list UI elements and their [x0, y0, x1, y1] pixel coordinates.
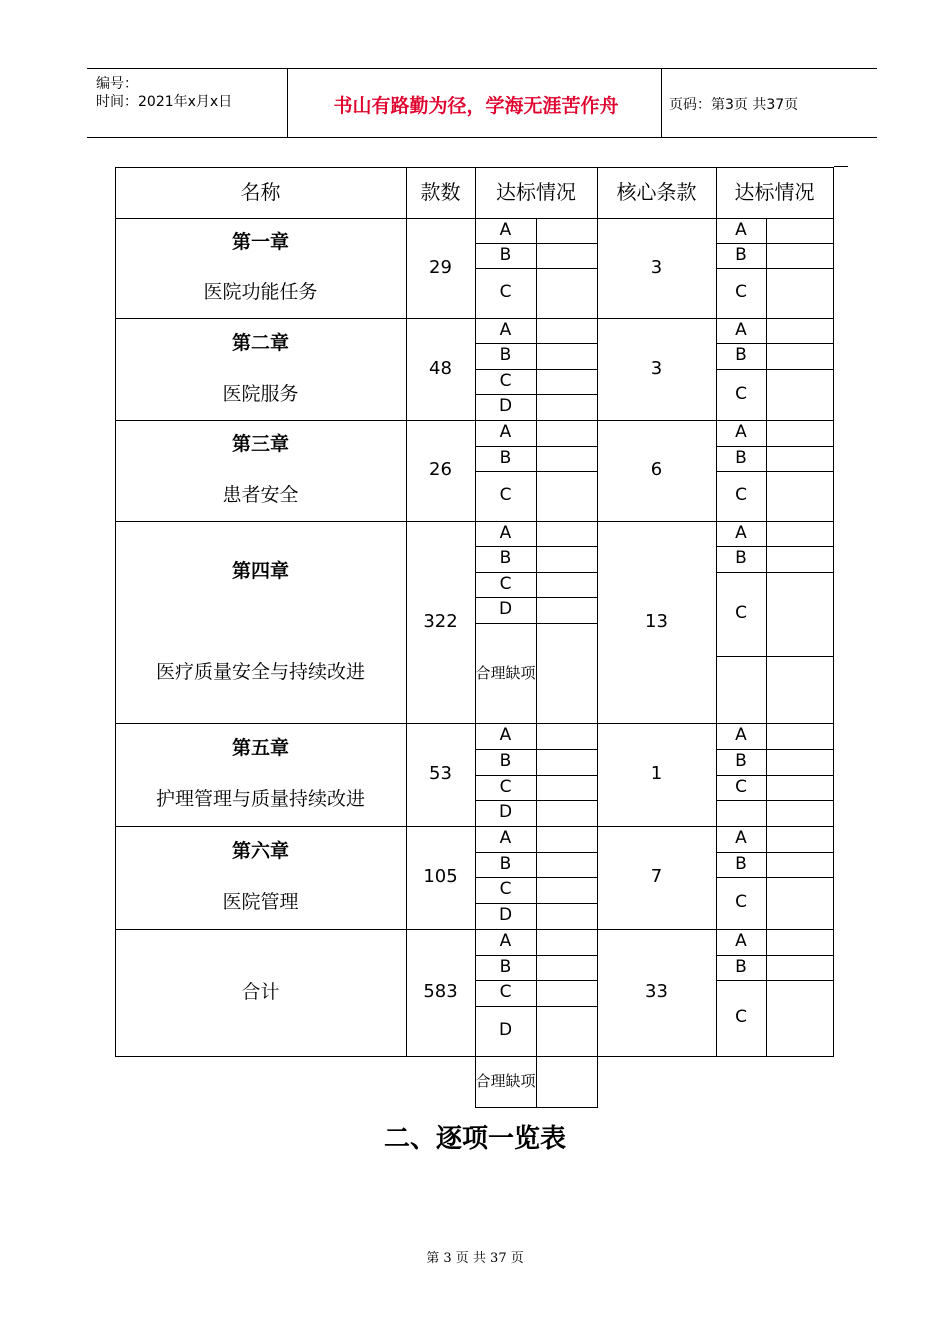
level-grade: A — [499, 522, 512, 543]
level-grade: A — [499, 725, 512, 746]
chapter-label: 第四章 — [231, 559, 289, 582]
core-count: 3 — [650, 256, 663, 278]
level-grade: D — [498, 905, 513, 926]
core-level-grade: A — [735, 319, 747, 340]
level-grade: B — [499, 548, 512, 569]
table-rule — [833, 521, 834, 724]
item-count: 583 — [423, 981, 458, 1003]
chapter-label: 第六章 — [231, 839, 289, 862]
core-level-grade — [716, 656, 766, 723]
item-count: 26 — [429, 459, 452, 481]
table-rule — [766, 826, 767, 930]
table-rule — [833, 929, 834, 1057]
core-level-grade: B — [735, 548, 747, 569]
table-corner-mark — [834, 166, 848, 167]
core-level-grade: C — [735, 776, 747, 797]
chapter-name: 医院服务 — [222, 382, 299, 405]
core-count: 13 — [645, 610, 668, 632]
core-level-grade: C — [735, 603, 747, 624]
level-grade: C — [499, 485, 512, 506]
core-count: 3 — [650, 357, 663, 379]
doc-number-label: 编号： — [96, 76, 138, 92]
core-level-grade — [716, 800, 766, 826]
table-rule — [597, 1056, 717, 1057]
doc-time-label: 时间：2021年x月x日 — [96, 94, 233, 110]
table-rule — [597, 826, 598, 930]
core-level-grade: A — [735, 828, 747, 849]
header-compliance: 达标情况 — [496, 180, 576, 204]
level-grade: C — [499, 573, 512, 594]
level-grade: A — [499, 219, 512, 240]
level-grade: A — [499, 828, 512, 849]
level-exempt: 合理缺项 — [475, 663, 536, 682]
header-core: 核心条款 — [616, 180, 697, 204]
item-count: 29 — [429, 256, 452, 278]
header-name: 名称 — [240, 180, 281, 204]
level-exempt: 合理缺项 — [475, 1072, 536, 1091]
chapter-label: 第二章 — [231, 331, 289, 354]
chapter-name: 医疗质量安全与持续改进 — [155, 660, 365, 683]
level-grade: C — [499, 370, 512, 391]
core-level-grade: B — [735, 751, 747, 772]
level-grade: B — [499, 447, 512, 468]
item-count: 322 — [423, 610, 458, 632]
chapter-name: 医院管理 — [222, 891, 299, 914]
core-level-grade: A — [735, 219, 747, 240]
core-level-grade: A — [735, 725, 747, 746]
level-grade: D — [498, 599, 513, 620]
core-level-grade: C — [735, 1007, 747, 1028]
level-grade: B — [499, 244, 512, 265]
level-grade: C — [499, 282, 512, 303]
core-level-grade: C — [735, 485, 747, 506]
core-count: 33 — [645, 981, 668, 1003]
level-grade: A — [499, 319, 512, 340]
chapter-name: 患者安全 — [222, 483, 299, 506]
level-grade: B — [499, 956, 512, 977]
core-count: 6 — [650, 459, 663, 481]
core-level-grade: B — [735, 447, 747, 468]
level-grade: C — [499, 982, 512, 1003]
table-rule — [406, 1056, 476, 1057]
chapter-name: 护理管理与质量持续改进 — [155, 788, 365, 811]
table-rule — [716, 1056, 834, 1057]
table-rule — [536, 826, 537, 930]
table-rule — [833, 167, 834, 219]
header-motto: 书山有路勤为径，学海无涯苦作舟 — [333, 95, 619, 117]
total-label: 合计 — [241, 980, 280, 1003]
table-rule — [766, 929, 767, 1057]
core-level-grade: C — [735, 383, 747, 404]
chapter-name: 医院功能任务 — [203, 281, 318, 304]
header-count: 款数 — [420, 180, 461, 204]
core-level-grade: B — [735, 956, 747, 977]
item-count: 53 — [429, 763, 452, 785]
level-grade: D — [498, 396, 513, 417]
core-level-grade: C — [735, 282, 747, 303]
item-count: 48 — [429, 357, 452, 379]
core-count: 1 — [650, 763, 663, 785]
chapter-label: 第三章 — [231, 433, 289, 456]
header-divider — [287, 69, 288, 137]
level-grade: A — [499, 931, 512, 952]
table-rule — [475, 1107, 598, 1108]
core-level-grade: A — [735, 522, 747, 543]
level-grade: B — [499, 345, 512, 366]
core-count: 7 — [650, 866, 663, 888]
level-grade: C — [499, 776, 512, 797]
header-core-compliance: 达标情况 — [734, 180, 815, 204]
section-title: 二、逐项一览表 — [383, 1124, 566, 1154]
page-header — [87, 68, 877, 138]
core-level-grade: A — [735, 422, 747, 443]
level-grade: B — [499, 853, 512, 874]
core-level-grade: B — [735, 244, 747, 265]
core-level-grade: A — [735, 931, 747, 952]
core-level-grade: C — [735, 892, 747, 913]
item-count: 105 — [423, 866, 458, 888]
page-footer: 第 3 页 共 37 页 — [426, 1251, 524, 1266]
level-grade: D — [498, 802, 513, 823]
level-grade: B — [499, 751, 512, 772]
table-rule — [833, 826, 834, 930]
level-grade: D — [498, 1020, 513, 1041]
chapter-label: 第一章 — [231, 231, 289, 254]
core-level-grade: B — [735, 345, 747, 366]
chapter-label: 第五章 — [231, 736, 289, 759]
table-rule — [115, 1056, 407, 1057]
level-grade: A — [499, 422, 512, 443]
core-level-grade: B — [735, 853, 747, 874]
level-grade: C — [499, 879, 512, 900]
table-rule — [766, 521, 767, 724]
header-page-info: 页码：第3页 共37页 — [669, 97, 799, 113]
